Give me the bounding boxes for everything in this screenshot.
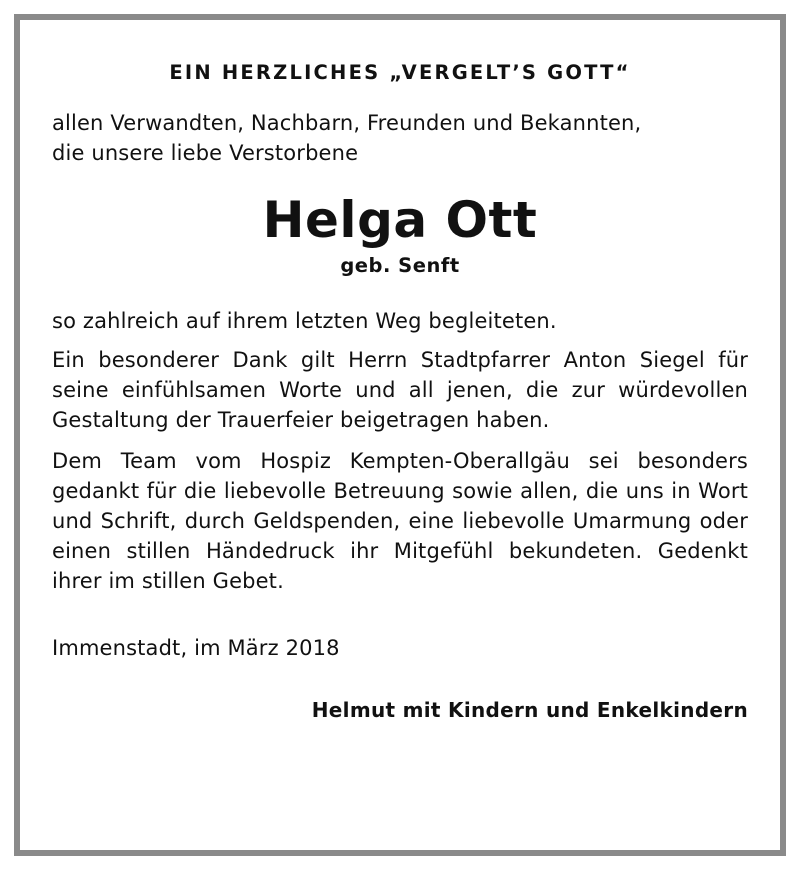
thanks-paragraph-1: Ein besonderer Dank gilt Herrn Stadtpfarrer Anton Siegel für seine einfühlsamen Worte und all jenen, die zur würdevollen Gestaltung der Trauerfeier beigetragen haben.	[52, 348, 748, 432]
thanks-paragraph-2: Dem Team vom Hospiz Kempten-Oberallgäu sei besonders gedankt für die liebevolle Betreuung sowie allen, die uns in Wort und Schrift, durch Geldspenden, eine liebevolle Umarmung oder einen stillen Händedruck ihr Mitgefühl bekundeten. Gedenkt ihrer im stillen Gebet.	[52, 449, 748, 593]
notice-heading: EIN HERZLICHES „VERGELT’S GOTT“	[169, 61, 631, 84]
place-and-date: Immenstadt, im März 2018	[52, 636, 340, 660]
maiden-name: geb. Senft	[340, 254, 460, 277]
obituary-thank-you-notice	[52, 58, 748, 725]
after-name-line: so zahlreich auf ihrem letzten Weg begleiteten.	[52, 309, 557, 333]
signature: Helmut mit Kindern und Enkelkindern	[311, 698, 748, 722]
deceased-name: Helga Ott	[262, 191, 538, 249]
intro-line-1: allen Verwandten, Nachbarn, Freunden und Bekannten,	[52, 111, 642, 135]
intro-line-2: die unsere liebe Verstorbene	[52, 141, 359, 165]
